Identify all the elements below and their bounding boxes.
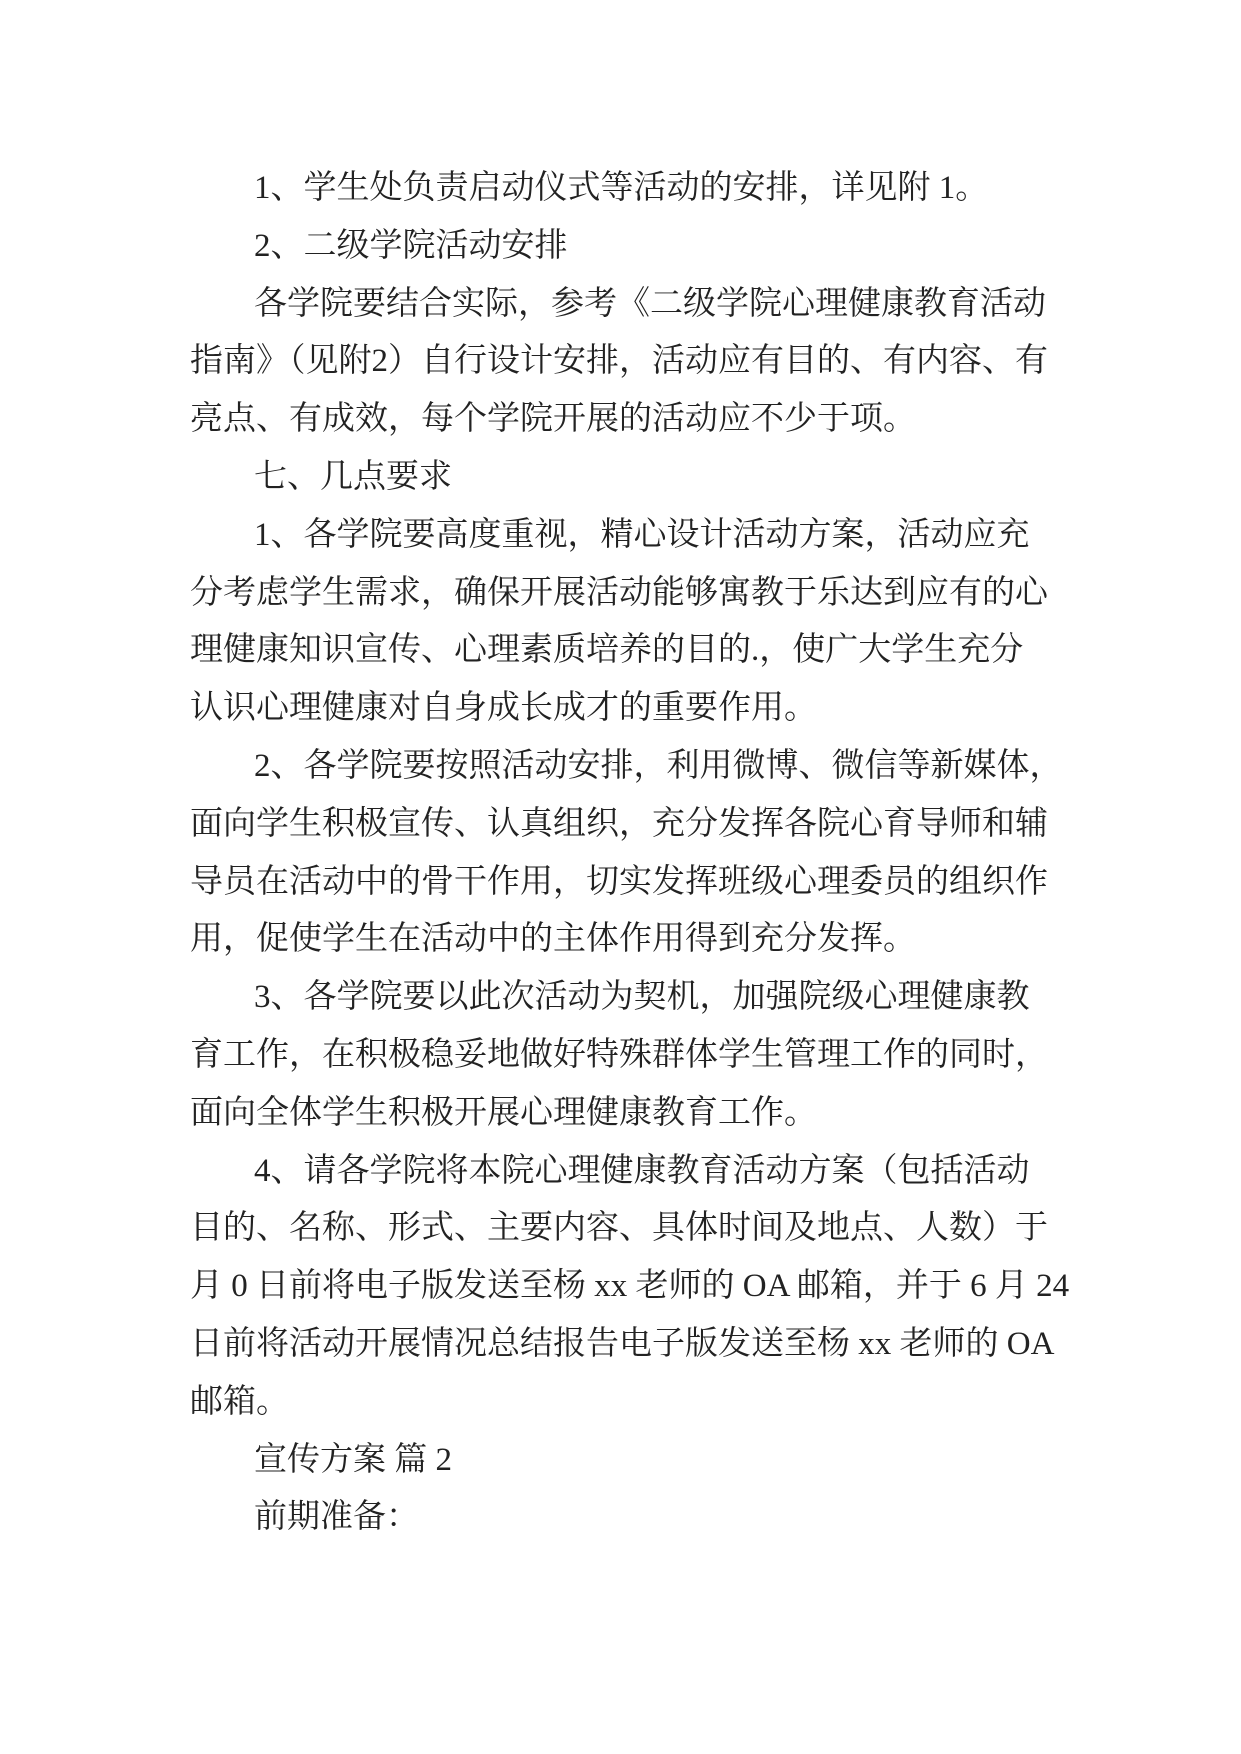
- text-line: 前期准备：: [254, 1499, 419, 1536]
- document-body: [190, 160, 1070, 1547]
- text-line: 2、二级学院活动安排: [254, 227, 568, 264]
- text-line: 宣传方案 篇 2: [254, 1441, 452, 1478]
- text-line: 面向学生积极宣传、认真组织，充分发挥各院心育导师和辅: [190, 805, 1048, 842]
- section-heading-requirements: [190, 449, 1060, 507]
- paragraph-requirement-4: [190, 1143, 1070, 1432]
- text-line: 3、各学院要以此次活动为契机，加强院级心理健康教: [254, 979, 1030, 1016]
- paragraph-requirement-3: [190, 969, 1060, 1142]
- text-line: 亮点、有成效，每个学院开展的活动应不少于项。: [190, 401, 916, 438]
- text-line: 指南》（见附2）自行设计安排，活动应有目的、有内容、有: [190, 343, 1048, 380]
- section-heading-plan-2: [190, 1432, 1060, 1490]
- text-line: 理健康知识宣传、心理素质培养的目的.，使广大学生充分: [190, 632, 1024, 669]
- paragraph-list-item-2: [190, 218, 1060, 276]
- text-line: 用，促使学生在活动中的主体作用得到充分发挥。: [190, 921, 916, 958]
- paragraph-college-activities: [190, 276, 1060, 449]
- paragraph-requirement-2: [190, 738, 1063, 969]
- section-heading-preparation: [190, 1489, 1060, 1547]
- text-line: 认识心理健康对自身成长成才的重要作用。: [190, 690, 817, 727]
- text-line: 分考虑学生需求，确保开展活动能够寓教于乐达到应有的心: [190, 574, 1048, 611]
- text-line: 面向全体学生积极开展心理健康教育工作。: [190, 1094, 817, 1131]
- text-line: 目的、名称、形式、主要内容、具体时间及地点、人数）于: [190, 1210, 1048, 1247]
- text-line: 4、请各学院将本院心理健康教育活动方案（包括活动: [254, 1152, 1030, 1189]
- text-line: 1、各学院要高度重视，精心设计活动方案，活动应充: [254, 516, 1030, 553]
- paragraph-list-item-1: [190, 160, 1060, 218]
- paragraph-requirement-1: [190, 507, 1060, 738]
- text-line: 邮箱。: [190, 1383, 289, 1420]
- text-line: 1、学生处负责启动仪式等活动的安排，详见附 1。: [254, 170, 989, 206]
- text-line: 七、几点要求: [254, 458, 452, 495]
- text-line: 育工作，在积极稳妥地做好特殊群体学生管理工作的同时，: [190, 1036, 1048, 1073]
- text-line: 2、各学院要按照活动安排，利用微博、微信等新媒体，: [254, 747, 1063, 784]
- text-line: 导员在活动中的骨干作用，切实发挥班级心理委员的组织作: [190, 863, 1048, 900]
- text-line: 日前将活动开展情况总结报告电子版发送至杨 xx 老师的 OA: [190, 1325, 1055, 1362]
- text-line: 各学院要结合实际，参考《二级学院心理健康教育活动: [254, 285, 1046, 322]
- text-line: 月 0 日前将电子版发送至杨 xx 老师的 OA 邮箱，并于 6 月 24: [190, 1268, 1070, 1305]
